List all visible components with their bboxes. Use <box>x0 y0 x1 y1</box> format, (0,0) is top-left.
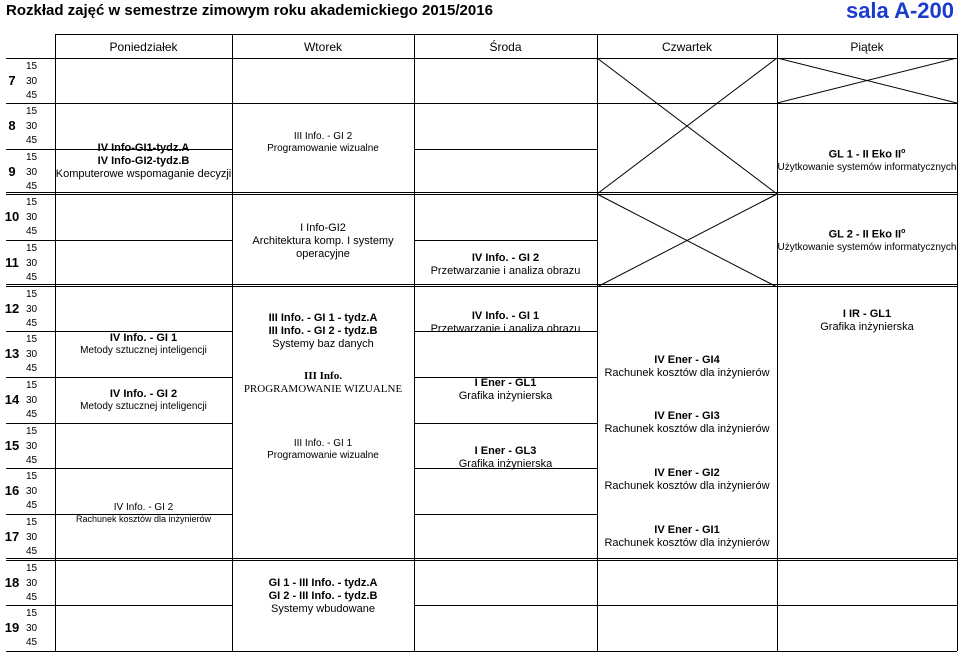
hour-label: 19 <box>4 620 20 635</box>
hour-label: 17 <box>4 529 20 544</box>
event-tue-sbd: III Info. - GI 1 - tydz.A III Info. - GI 2 - tydz.B Systemy baz danych <box>268 312 378 351</box>
grid-cell-line <box>232 651 414 652</box>
hour-label: 14 <box>4 392 20 407</box>
event-tue-pw-serif: III Info. PROGRAMOWANIE WIZUALNE <box>243 370 403 396</box>
minute-label: 45 <box>26 90 38 101</box>
grid-cell-line <box>414 194 597 195</box>
grid-cell-line <box>777 605 957 606</box>
minute-label: 15 <box>26 334 38 345</box>
minute-label: 45 <box>26 318 38 329</box>
minute-label: 30 <box>26 166 38 178</box>
minute-label: 15 <box>26 426 38 437</box>
grid-cell-line <box>55 194 232 195</box>
minute-label: 15 <box>26 197 38 208</box>
minute-label: 45 <box>26 592 38 603</box>
grid-cell-line <box>55 240 232 241</box>
minute-label: 15 <box>26 471 38 482</box>
event-fri-eko-gl1: GL 1 - II Eko $II^o$ Użytkowanie systemów informatycznych <box>777 148 957 173</box>
grid-cell-line <box>55 468 232 469</box>
grid-cell-line <box>597 605 777 606</box>
event-fri-eko-gl2: GL 2 - II Eko $II^o$ Użytkowanie systemów informatycznych <box>777 228 957 253</box>
minute-label: 30 <box>26 577 38 589</box>
day-header-friday: Piątek <box>850 40 884 54</box>
grid-col-line <box>957 34 958 651</box>
minute-label: 45 <box>26 181 38 192</box>
minute-label: 15 <box>26 152 38 163</box>
no-class-cross-thursday <box>597 58 777 287</box>
grid-cell-line <box>232 286 414 287</box>
grid-block-line <box>6 558 957 559</box>
grid-cell-line <box>55 560 232 561</box>
grid-cell-line <box>414 240 597 241</box>
minute-label: 30 <box>26 120 38 132</box>
event-tue-sw: GI 1 - III Info. - tydz.A GI 2 - III Info. - tydz.B Systemy wbudowane <box>268 577 378 616</box>
grid-cell-line <box>414 423 597 424</box>
minute-label: 15 <box>26 380 38 391</box>
event-mon-kwd: IV Info-GI1-tydz.A IV Info-GI2-tydz.B Komputerowe wspomaganie decyzji <box>55 142 232 181</box>
grid-hour-tick <box>6 605 55 606</box>
hour-label: 8 <box>8 118 16 133</box>
minute-label: 15 <box>26 243 38 254</box>
grid-cell-line <box>777 194 957 195</box>
grid-cell-line <box>414 651 597 652</box>
event-tue-pw-gi2: III Info. - GI 2 Programowanie wizualne <box>267 131 379 154</box>
day-header-tuesday: Wtorek <box>303 40 342 54</box>
minute-label: 30 <box>26 211 38 223</box>
grid-cell-line <box>414 605 597 606</box>
event-wed-gi-gl1: I Ener - GL1 Grafika inżynierska <box>458 377 553 403</box>
room-label: sala A-200 <box>845 0 954 23</box>
event-thu-rk-gi3: IV Ener - GI3 Rachunek kosztów dla inżynierów <box>604 410 770 436</box>
hour-label: 10 <box>4 209 20 224</box>
event-wed-pao-gi1: IV Info. - GI 1 Przetwarzanie i analiza obrazu <box>430 310 581 336</box>
grid-hour-tick <box>6 423 55 424</box>
grid-hour-tick <box>6 331 55 332</box>
grid-cell-line <box>55 651 232 652</box>
hour-label: 18 <box>4 575 20 590</box>
grid-cell-line <box>777 103 957 104</box>
grid-cell-line <box>232 194 414 195</box>
grid-cell-line <box>55 605 232 606</box>
minute-label: 45 <box>26 546 38 557</box>
minute-label: 15 <box>26 106 38 117</box>
minute-label: 30 <box>26 75 38 87</box>
minute-label: 15 <box>26 517 38 528</box>
day-header-wednesday: Środa <box>489 40 522 54</box>
grid-cell-line <box>232 560 414 561</box>
minute-label: 45 <box>26 409 38 420</box>
minute-label: 45 <box>26 272 38 283</box>
minute-label: 45 <box>26 500 38 511</box>
minute-label: 30 <box>26 531 38 543</box>
grid-cell-line <box>55 103 232 104</box>
grid-cell-line <box>414 514 597 515</box>
grid-cell-line <box>777 286 957 287</box>
event-tue-pw-gi1: III Info. - GI 1 Programowanie wizualne <box>267 438 379 461</box>
hour-label: 16 <box>4 483 20 498</box>
event-thu-rk-gi4: IV Ener - GI4 Rachunek kosztów dla inżynierów <box>604 354 770 380</box>
grid-cell-line <box>777 651 957 652</box>
grid-cell-line <box>597 651 777 652</box>
grid-cell-line <box>232 103 414 104</box>
event-thu-rk-gi1: IV Ener - GI1 Rachunek kosztów dla inżynierów <box>604 524 770 550</box>
minute-label: 45 <box>26 455 38 466</box>
minute-label: 45 <box>26 637 38 648</box>
hour-label: 12 <box>4 301 20 316</box>
minute-label: 15 <box>26 608 38 619</box>
hour-label: 13 <box>4 346 20 361</box>
event-mon-rk: IV Info. - GI 2 Rachunek kosztów dla inżynierów <box>75 502 212 524</box>
minute-label: 30 <box>26 257 38 269</box>
day-header-thursday: Czwartek <box>661 40 712 54</box>
event-wed-pao-gi2: IV Info. - GI 2 Przetwarzanie i analiza obrazu <box>430 252 581 278</box>
grid-block-line <box>6 192 957 193</box>
minute-label: 15 <box>26 563 38 574</box>
grid-cell-line <box>414 560 597 561</box>
grid-cell-line <box>414 103 597 104</box>
minute-label: 30 <box>26 485 38 497</box>
grid-hour-tick <box>6 468 55 469</box>
event-thu-rk-gi2: IV Ener - GI2 Rachunek kosztów dla inżynierów <box>604 467 770 493</box>
hour-label: 15 <box>4 438 20 453</box>
day-header-monday: Poniedziałek <box>109 40 178 54</box>
grid-hour-tick <box>6 103 55 104</box>
grid-cell-line <box>414 149 597 150</box>
grid-cell-line <box>55 286 232 287</box>
event-mon-msi-gi1: IV Info. - GI 1 Metody sztucznej inteligencji <box>80 332 207 357</box>
hour-label: 7 <box>8 73 16 88</box>
minute-label: 15 <box>26 61 38 72</box>
grid-cell-line <box>597 560 777 561</box>
event-tue-arch: I Info-GI2 Architektura komp. I systemy operacyjne <box>252 222 394 261</box>
no-class-cross-friday <box>777 58 957 103</box>
grid-hour-tick <box>6 377 55 378</box>
event-mon-msi-gi2: IV Info. - GI 2 Metody sztucznej inteligencji <box>80 388 207 413</box>
minute-label: 45 <box>26 135 38 146</box>
grid-hour-tick <box>6 286 55 287</box>
hour-label: 11 <box>5 255 19 270</box>
minute-label: 30 <box>26 622 38 634</box>
grid-cell-line <box>414 286 597 287</box>
grid-cell-line <box>55 423 232 424</box>
hour-label: 9 <box>8 164 16 179</box>
minute-label: 30 <box>26 303 38 315</box>
minute-label: 30 <box>26 394 38 406</box>
grid-cell-line <box>55 377 232 378</box>
grid-top-line <box>55 34 957 35</box>
page-title: Rozkład zajęć w semestrze zimowym roku akademickiego 2015/2016 <box>6 2 493 19</box>
grid-cell-line <box>777 560 957 561</box>
grid-hour-tick <box>6 514 55 515</box>
minute-label: 30 <box>26 440 38 452</box>
minute-label: 45 <box>26 363 38 374</box>
event-fri-gi-ir: I IR - GL1 Grafika inżynierska <box>820 308 914 334</box>
minute-label: 15 <box>26 289 38 300</box>
grid-hour-tick <box>6 149 55 150</box>
minute-label: 45 <box>26 226 38 237</box>
minute-label: 30 <box>26 348 38 360</box>
grid-hour-tick <box>6 560 55 561</box>
grid-hour-tick <box>6 240 55 241</box>
grid-hour-tick <box>6 194 55 195</box>
event-wed-gi-gl3: I Ener - GL3 Grafika inżynierska <box>458 445 553 471</box>
grid-block-line <box>6 284 957 285</box>
grid-cell-line <box>414 58 597 59</box>
